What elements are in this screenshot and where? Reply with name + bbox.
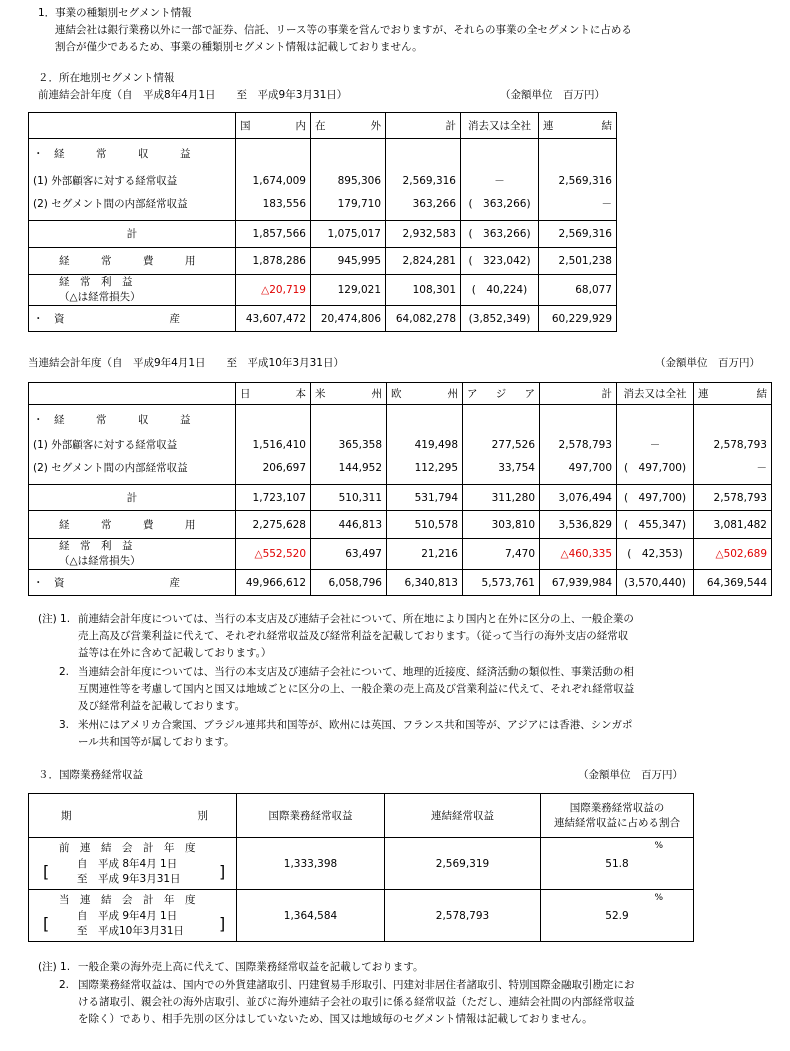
cell: － bbox=[756, 462, 767, 474]
col-header: 連 結 bbox=[694, 383, 772, 405]
cell: 510,311 bbox=[311, 485, 387, 511]
note-number: 2. bbox=[59, 666, 70, 678]
cell: 1,878,286 bbox=[236, 248, 311, 275]
cell: 67,939,984 bbox=[540, 570, 617, 596]
row-sublabel: （△は経常損失） bbox=[59, 555, 141, 567]
cell: 112,295 bbox=[414, 462, 458, 474]
intl-revenue-table bbox=[28, 793, 694, 942]
curr-segment-table bbox=[28, 382, 772, 596]
prev-segment-table bbox=[28, 112, 617, 332]
cell: 3,536,829 bbox=[540, 511, 617, 539]
cell: (3,852,349) bbox=[461, 306, 539, 332]
period-from: 自 平成 9年4月 1日 bbox=[77, 909, 178, 922]
cell: 2,578,793 bbox=[713, 439, 767, 451]
cell: 68,077 bbox=[539, 275, 617, 306]
col-header: 連結経常収益 bbox=[385, 794, 541, 838]
note-line: 国際業務経常収益は、国内での外貨建諸取引、円建貿易手形取引、円建対非居住者諸取引、特別国際金融取引勘定にお bbox=[78, 979, 635, 991]
cell: 510,578 bbox=[387, 511, 463, 539]
period-from: 自 平成 8年4月 1日 bbox=[77, 857, 178, 870]
table-row bbox=[29, 139, 617, 221]
cell: 108,301 bbox=[386, 275, 461, 306]
col-header: 国際業務経常収益の bbox=[569, 801, 665, 814]
table-row bbox=[29, 890, 694, 942]
cell: 2,569,319 bbox=[385, 838, 541, 890]
col-header: 計 bbox=[386, 113, 461, 139]
cell: 51.8 bbox=[605, 857, 629, 870]
col-header: 在 外 bbox=[311, 113, 386, 139]
note-line: 互関連性等を考慮して国内と国又は地域ごとに区分の上、一般企業の売上高及び営業利益に代えて、それぞれ経常収益 bbox=[78, 683, 635, 695]
cell: － bbox=[649, 439, 661, 451]
cell: 21,216 bbox=[387, 539, 463, 570]
cell: 1,674,009 bbox=[252, 175, 306, 187]
table-row bbox=[29, 275, 617, 306]
prev-period: 前連結会計年度（自 平成8年4月1日 至 平成9年3月31日） bbox=[38, 89, 348, 101]
cell: ( 455,347) bbox=[617, 511, 694, 539]
cell: ( 497,700) bbox=[623, 462, 687, 474]
cell: 531,794 bbox=[387, 485, 463, 511]
row-label: 経 常 利 益 bbox=[59, 540, 133, 552]
cell: 1,364,584 bbox=[237, 890, 385, 942]
row-label: 計 bbox=[29, 221, 236, 248]
cell: 33,754 bbox=[498, 462, 535, 474]
cell: 2,578,793 bbox=[385, 890, 541, 942]
cell: 2,569,316 bbox=[402, 175, 456, 187]
note-number: (注) 1. bbox=[38, 961, 71, 973]
row-label: (2) セグメント間の内部経常収益 bbox=[33, 198, 188, 210]
note-number: 2. bbox=[59, 979, 70, 991]
note-number: 3. bbox=[59, 719, 70, 731]
cell: 497,700 bbox=[568, 462, 612, 474]
cell: ( 363,266) bbox=[468, 198, 531, 210]
percent-sign: % bbox=[654, 841, 663, 851]
note-line: 前連結会計年度については、当行の本支店及び連結子会社について、所在地により国内と在外に区分の上、一般企業の bbox=[78, 613, 634, 625]
cell: 1,857,566 bbox=[236, 221, 311, 248]
row-label: ・ 資 産 bbox=[29, 570, 236, 596]
cell: 144,952 bbox=[338, 462, 382, 474]
bracket-open: [ bbox=[43, 861, 50, 881]
table-row bbox=[29, 405, 772, 485]
table-row bbox=[29, 248, 617, 275]
col-header: 米 州 bbox=[311, 383, 387, 405]
note-line: 及び経常利益を記載しております。 bbox=[78, 700, 246, 712]
row-label: (1) 外部顧客に対する経常収益 bbox=[33, 175, 178, 187]
cell: 6,340,813 bbox=[387, 570, 463, 596]
note-line: を除く）であり、相手先別の区分はしていないため、国又は地域毎のセグメント情報は記載しておりません。 bbox=[78, 1013, 593, 1025]
cell: 2,824,281 bbox=[386, 248, 461, 275]
cell: 2,569,316 bbox=[558, 175, 612, 187]
section3-heading: ３．国際業務経常収益 bbox=[38, 769, 143, 781]
period-title: 当 連 結 会 計 年 度 bbox=[59, 893, 196, 906]
cell: 43,607,472 bbox=[236, 306, 311, 332]
note-line: 売上高及び営業利益に代えて、それぞれ経常収益及び経常利益を記載しております。（従って当行の海外支店の経常収 bbox=[78, 630, 629, 642]
row-sublabel: （△は経常損失） bbox=[59, 291, 141, 303]
cell: 2,569,316 bbox=[539, 221, 617, 248]
period-to: 至 平成 9年3月31日 bbox=[77, 872, 181, 885]
bracket-close: ] bbox=[219, 861, 226, 881]
table-row bbox=[29, 306, 617, 332]
table-row bbox=[29, 539, 772, 570]
cell: 3,076,494 bbox=[540, 485, 617, 511]
row-label: 経 常 利 益 bbox=[59, 276, 133, 288]
cell: ( 42,353) bbox=[617, 539, 694, 570]
percent-sign: % bbox=[654, 893, 663, 903]
col-header: 期 別 bbox=[29, 794, 237, 838]
table-row bbox=[29, 511, 772, 539]
table-row bbox=[29, 570, 772, 596]
note-line: 一般企業の海外売上高に代えて、国際業務経常収益を記載しております。 bbox=[78, 961, 424, 973]
cell: 2,932,583 bbox=[386, 221, 461, 248]
row-label: 計 bbox=[29, 485, 236, 511]
section1-heading: 1．事業の種類別セグメント情報 bbox=[38, 7, 192, 19]
col-header: 連 結 bbox=[539, 113, 617, 139]
cell: ( 40,224) bbox=[461, 275, 539, 306]
cell: 311,280 bbox=[463, 485, 540, 511]
row-label: (2) セグメント間の内部経常収益 bbox=[33, 462, 188, 474]
cell: ( 497,700) bbox=[617, 485, 694, 511]
cell: 945,995 bbox=[311, 248, 386, 275]
curr-unit: （金額単位 百万円） bbox=[655, 357, 760, 369]
col-header: 連結経常収益に占める割合 bbox=[554, 816, 680, 829]
col-header: 国際業務経常収益 bbox=[237, 794, 385, 838]
cell: 7,470 bbox=[463, 539, 540, 570]
row-label: ・ 経 常 収 益 bbox=[33, 148, 191, 160]
cell: 3,081,482 bbox=[694, 511, 772, 539]
col-header: 消去又は全社 bbox=[461, 113, 539, 139]
col-header: 国 内 bbox=[236, 113, 311, 139]
cell: 2,501,238 bbox=[539, 248, 617, 275]
prev-unit: （金額単位 百万円） bbox=[500, 89, 605, 101]
curr-period: 当連結会計年度（自 平成9年4月1日 至 平成10年3月31日） bbox=[28, 357, 344, 369]
cell: 183,556 bbox=[262, 198, 306, 210]
cell: △502,689 bbox=[694, 539, 772, 570]
cell: 1,723,107 bbox=[236, 485, 311, 511]
cell: － bbox=[494, 175, 505, 187]
cell: 446,813 bbox=[311, 511, 387, 539]
note-line: ール共和国等が属しております。 bbox=[78, 736, 235, 748]
cell: 419,498 bbox=[414, 439, 458, 451]
cell: 206,697 bbox=[262, 462, 306, 474]
cell: 64,369,544 bbox=[694, 570, 772, 596]
cell: 60,229,929 bbox=[539, 306, 617, 332]
table-header-row bbox=[29, 113, 617, 139]
row-label: 経 常 費 用 bbox=[29, 511, 236, 539]
table-header-row bbox=[29, 383, 772, 405]
section2-heading: ２．所在地別セグメント情報 bbox=[38, 72, 175, 84]
cell: 363,266 bbox=[412, 198, 456, 210]
cell: △460,335 bbox=[540, 539, 617, 570]
col-header: 消去又は全社 bbox=[617, 383, 694, 405]
row-label: 経 常 費 用 bbox=[29, 248, 236, 275]
cell: 303,810 bbox=[463, 511, 540, 539]
cell: △552,520 bbox=[236, 539, 311, 570]
col-header: 欧 州 bbox=[387, 383, 463, 405]
col-header: 計 bbox=[540, 383, 617, 405]
cell: 2,578,793 bbox=[558, 439, 612, 451]
period-title: 前 連 結 会 計 年 度 bbox=[59, 841, 196, 854]
cell: 2,275,628 bbox=[236, 511, 311, 539]
table-row bbox=[29, 485, 772, 511]
row-label: ・ 資 産 bbox=[29, 306, 236, 332]
table-header-row bbox=[29, 794, 694, 838]
cell: 64,082,278 bbox=[386, 306, 461, 332]
table-row bbox=[29, 838, 694, 890]
cell: 63,497 bbox=[311, 539, 387, 570]
table-row bbox=[29, 221, 617, 248]
cell: ( 363,266) bbox=[461, 221, 539, 248]
cell: △20,719 bbox=[236, 275, 311, 306]
cell: 49,966,612 bbox=[236, 570, 311, 596]
period-to: 至 平成10年3月31日 bbox=[77, 924, 184, 937]
cell: 129,021 bbox=[311, 275, 386, 306]
col-header: 日 本 bbox=[236, 383, 311, 405]
cell: 6,058,796 bbox=[311, 570, 387, 596]
cell: 20,474,806 bbox=[311, 306, 386, 332]
note-line: 益等は在外に含めて記載しております。） bbox=[78, 647, 272, 659]
cell: (3,570,440) bbox=[617, 570, 694, 596]
bracket-close: ] bbox=[219, 913, 226, 933]
row-label: ・ 経 常 収 益 bbox=[33, 414, 191, 426]
cell: 365,358 bbox=[338, 439, 382, 451]
cell: 2,578,793 bbox=[694, 485, 772, 511]
col-header: ア ジ ア bbox=[463, 383, 540, 405]
note-line: 当連結会計年度については、当行の本支店及び連結子会社について、地理的近接度、経済活動の類似性、事業活動の相 bbox=[78, 666, 634, 678]
cell: ( 323,042) bbox=[461, 248, 539, 275]
cell: 895,306 bbox=[337, 175, 381, 187]
row-label: (1) 外部顧客に対する経常収益 bbox=[33, 439, 178, 451]
cell: 1,333,398 bbox=[237, 838, 385, 890]
note-line: 米州にはアメリカ合衆国、ブラジル連邦共和国等が、欧州には英国、フランス共和国等が、アジアには香港、シンガポ bbox=[78, 719, 633, 731]
cell: 5,573,761 bbox=[463, 570, 540, 596]
section3-unit: （金額単位 百万円） bbox=[578, 769, 683, 781]
note-line: ける諸取引、親会社の海外店取引、並びに海外連結子会社の取引に係る経常収益（ただし、連結会社間の内部経常収益 bbox=[78, 996, 635, 1008]
cell: 277,526 bbox=[491, 439, 535, 451]
cell: － bbox=[601, 198, 612, 210]
cell: 1,075,017 bbox=[311, 221, 386, 248]
cell: 52.9 bbox=[605, 909, 629, 922]
cell: 1,516,410 bbox=[252, 439, 306, 451]
section1-line2: 割合が僅少であるため、事業の種類別セグメント情報は記載しておりません。 bbox=[55, 41, 423, 53]
section1-line1: 連結会社は銀行業務以外に一部で証券、信託、リース等の事業を営んでおりますが、それらの事業の全セグメントに占める bbox=[55, 24, 632, 36]
note-number: (注) 1. bbox=[38, 613, 71, 625]
bracket-open: [ bbox=[43, 913, 50, 933]
cell: 179,710 bbox=[337, 198, 381, 210]
